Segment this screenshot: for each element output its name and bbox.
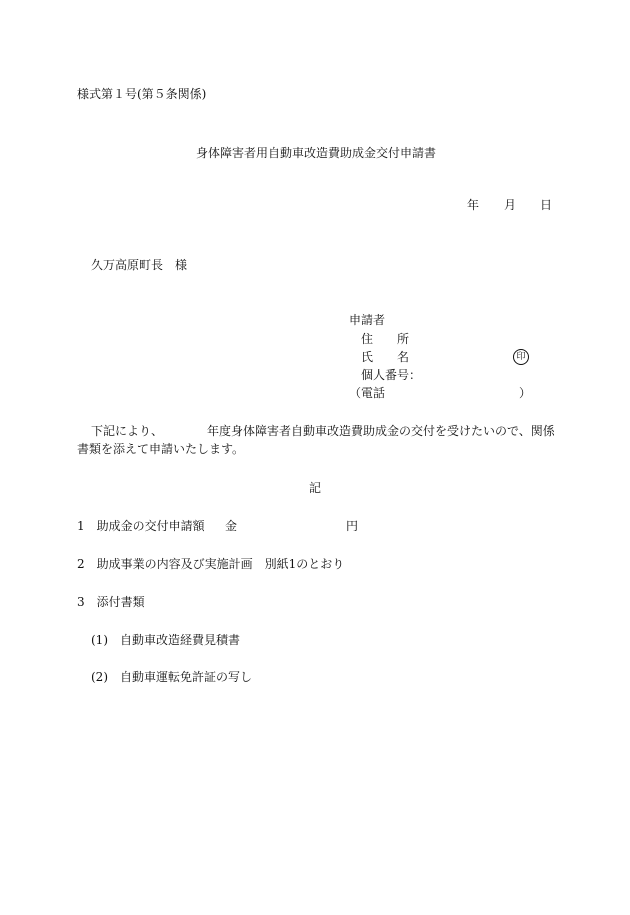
- item1-yen: 円: [346, 519, 359, 533]
- attachment-item-1: (1) 自動車改造経費見積書: [91, 633, 240, 647]
- name-label: 氏 名: [361, 350, 410, 364]
- attachment-item-2: (2) 自動車運転免許証の写し: [91, 670, 252, 684]
- item1-kin: 金: [225, 519, 238, 533]
- form-number: 様式第１号(第５条関係): [77, 87, 207, 101]
- item1-label: 1 助成金の交付申請額: [77, 519, 205, 533]
- seal-mark-icon: 印: [513, 349, 529, 365]
- ki-heading: 記: [309, 481, 322, 495]
- item3: 3 添付書類: [77, 595, 145, 609]
- body-line2: 書類を添えて申請いたします。: [77, 442, 245, 456]
- phone-close-paren: ）: [519, 386, 532, 400]
- item2: 2 助成事業の内容及び実施計画 別紙1のとおり: [77, 557, 345, 571]
- date-year-label: 年: [467, 198, 480, 212]
- phone-label: （電話: [349, 386, 386, 400]
- personal-number-label: 個人番号：: [361, 368, 422, 382]
- applicant-heading: 申請者: [349, 313, 386, 327]
- date-month-label: 月: [504, 198, 517, 212]
- document-title: 身体障害者用自動車改造費助成金交付申請書: [196, 146, 437, 160]
- date-day-label: 日: [540, 198, 553, 212]
- addressee: 久万高原町長 様: [91, 258, 188, 272]
- body-line1-start: 下記により、: [91, 424, 164, 438]
- address-label: 住 所: [361, 332, 410, 346]
- body-line1-rest: 年度身体障害者自動車改造費助成金の交付を受けたいので、関係: [207, 424, 555, 438]
